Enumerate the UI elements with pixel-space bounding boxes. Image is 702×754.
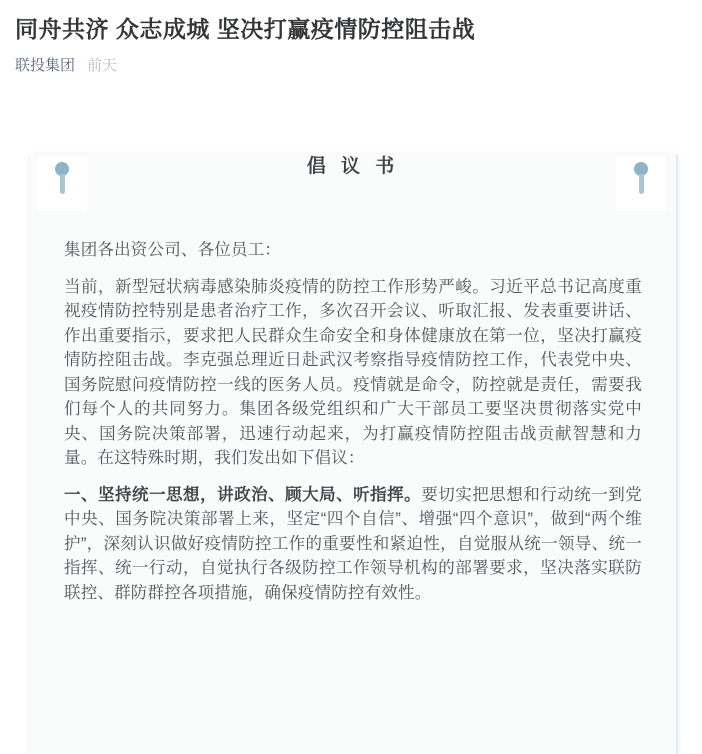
article-header [0,0,702,74]
pushpin-stem [60,174,65,194]
publish-date: 前天 [87,57,118,74]
article-title: 同舟共济 众志成城 坚决打赢疫情防控阻击战 [15,16,476,42]
paragraph-lead: 一、坚持统一思想，讲政治、顾大局、听指挥。 [64,485,422,504]
letter-paragraphs [64,275,642,606]
pushpin-icon [37,157,87,211]
letter-salutation: 集团各出资公司、各位员工： [64,241,282,259]
letter-card [30,154,678,754]
pushpin-icon [616,157,666,211]
letter-heading: 倡 议 书 [306,156,400,177]
letter-body [30,238,676,605]
byline [15,58,686,74]
letter-paragraph: 一、坚持统一思想，讲政治、顾大局、听指挥。要切实把思想和行动统一到党中央、国务院决策部署上来，坚定“四个自信”、增强“四个意识”，做到“两个维护”，深刻认识做好疫情防控工作的重要性和紧迫性，自觉服从统一领导、统一指挥、统一行动，自觉执行各级防控工作领导机构的部署要求，坚决落实联防联控、群防群控各项措施，确保疫情防控有效性。 [64,485,642,602]
pushpin-stem [639,174,644,194]
letter-paragraph: 当前，新型冠状病毒感染肺炎疫情的防控工作形势严峻。习近平总书记高度重视疫情防控特别是患者治疗工作，多次召开会议、听取汇报、发表重要讲话、作出重要指示，要求把人民群众生命安全和身体健康放在第一位，坚决打赢疫情防控阻击战。李克强总理近日赴武汉考察指导疫情防控工作，代表党中央、国务院慰问疫情防控一线的医务人员。疫情就是命令，防控就是责任，需要我们每个人的共同努力。集团各级党组织和广大干部员工要坚决贯彻落实党中央、国务院决策部署，迅速行动起来，为打赢疫情防控阻击战贡献智慧和力量。在这特殊时期，我们发出如下倡议： [64,277,642,467]
author-link[interactable]: 联投集团 [15,57,76,74]
